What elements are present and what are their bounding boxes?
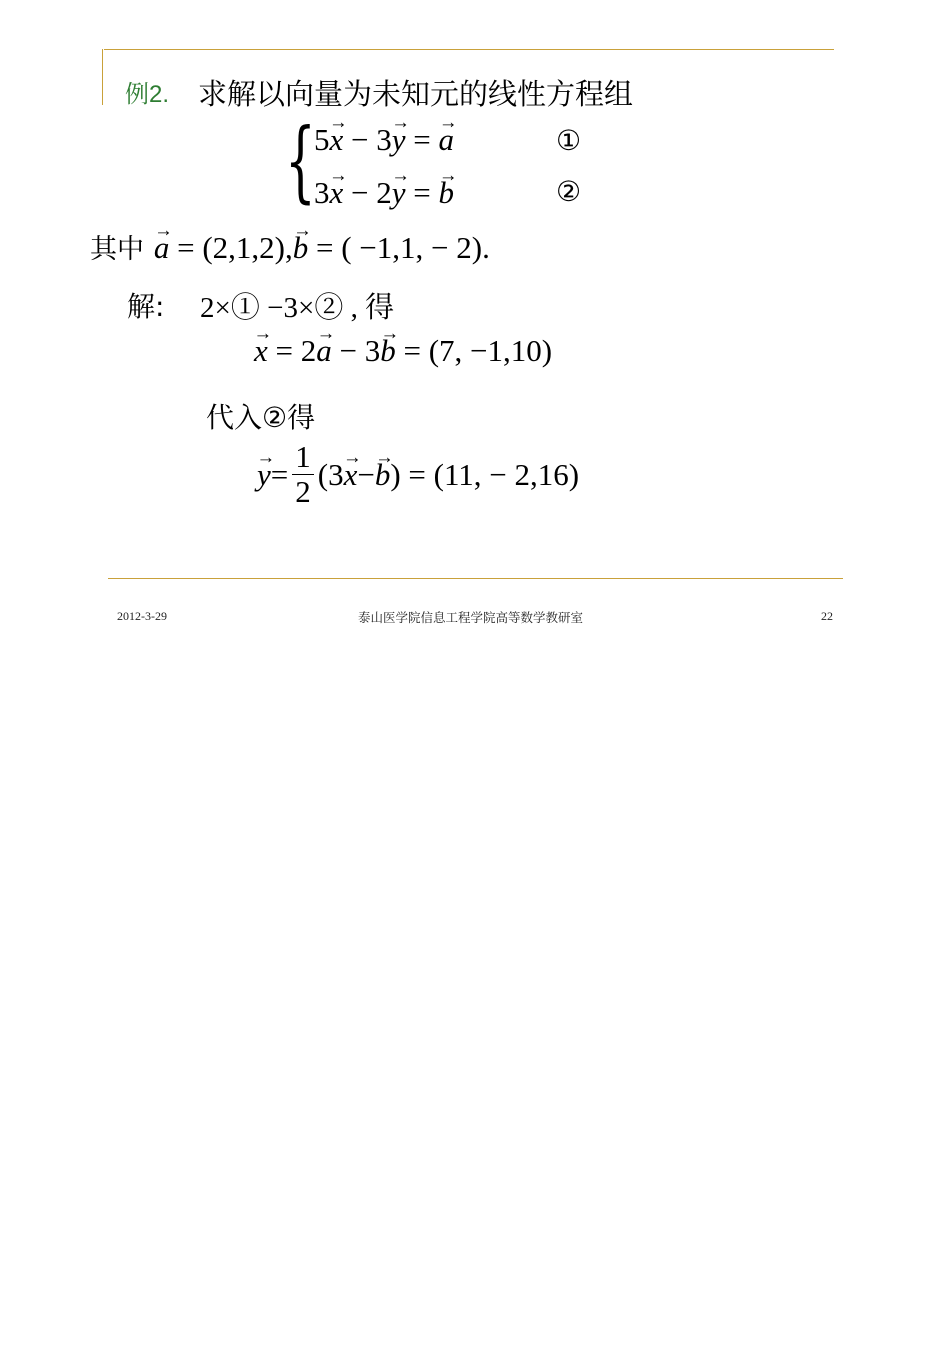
vector-b: → b — [439, 177, 455, 208]
footer-organization: 泰山医学院信息工程学院高等数学教研室 — [358, 610, 584, 625]
vector-a: → a — [154, 232, 170, 263]
page-title: 求解以向量为未知元的线性方程组 — [198, 77, 634, 111]
solution-step: 2×① −3×② , 得 — [200, 292, 395, 324]
vector-a: → a — [439, 124, 455, 155]
vector-x: → x — [254, 335, 268, 366]
solution-label: 解: — [127, 290, 165, 323]
footer-page-number: 22 — [821, 609, 833, 623]
given-values: 其中 → a = (2,1,2),→ b = ( −1,1, − 2). — [90, 232, 490, 264]
example-label: 例2. — [125, 81, 170, 108]
vector-x: → x — [330, 177, 344, 208]
equation-2-marker: ② — [556, 175, 582, 208]
equation-1-marker: ① — [556, 124, 582, 157]
vector-y: → y — [392, 124, 406, 155]
header-side-rule — [102, 49, 103, 105]
vector-b: → b — [293, 232, 309, 263]
vector-b: → b — [380, 335, 396, 366]
system-brace: { — [285, 109, 316, 212]
x-solution: → x = 2→ a − 3→ b = (7, −1,10) — [254, 335, 552, 366]
footer-rule — [108, 578, 843, 579]
vector-y: → y — [257, 459, 271, 490]
vector-b: → b — [375, 459, 391, 490]
footer-date: 2012-3-29 — [117, 609, 167, 623]
fraction-one-half: $\frac{1}{2}$ — [292, 440, 314, 509]
vector-y: → y — [392, 177, 406, 208]
y-solution: → y = $\frac{1}{2}$ (3 → x − → b ) = (11, − 2,16) — [257, 440, 579, 509]
equation-1: 5→ x − 3→ y = → a — [314, 124, 454, 155]
vector-a: → a — [316, 335, 332, 366]
substitute-text: 代入②得 — [206, 401, 316, 434]
vector-x: → x — [344, 459, 358, 490]
header-rule — [104, 49, 834, 50]
equation-2: 3→ x − 2→ y = → b — [314, 177, 454, 208]
vector-x: → x — [330, 124, 344, 155]
